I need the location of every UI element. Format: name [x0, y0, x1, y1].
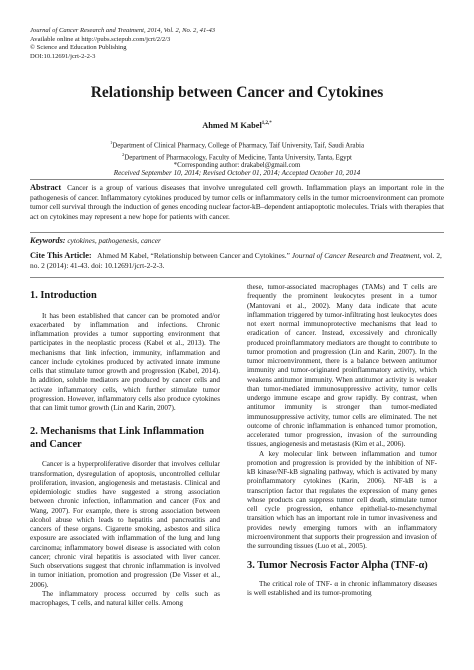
- doi-line: DOI:10.12691/jcrt-2-2-3: [30, 52, 96, 60]
- cite-authors-title: Ahmed M Kabel, “Relationship between Cancer and Cytokines.”: [97, 251, 290, 260]
- right-paragraph-2: A key molecular link between inflammation and tumor promotion and progression is provided by the inhibition of NF-kB kinase/NF-kB signaling pathway, which is activated by many proinflammatory cytokines (Karin, 2006). NF-kB is a transcription factor that regulates the expression of many genes whose products can suppress tumor cell death, stimulate tumor cell cycle progression, enhance epithelial-to-mesenchymal transition which has an important role in tumor invasiveness and provides newly emerging tumors with an inflammatory microenvironment that supports their progression and invasion of the surrounding tissues (Luo et al., 2005).: [247, 449, 437, 550]
- section-1-paragraph: It has been established that cancer can be promoted and/or exacerbated by inflammation and infections. Chronic inflammation provides a tumor supporting environment that participates in the neoplastic process (Kabel et al., 2013). The mechanisms that link infection, immunity, inflammation and cancer include cytokines produced by activated innate immune cells that stimulate tumor growth and progression (Kabel, 2014). In addition, soluble mediators are produced by cancer cells and activate inflammatory cells, which further stimulate tumor progression. However, inflammatory cells also produce cytokines that can limit tumor growth (Lin and Karin, 2007).: [30, 311, 220, 412]
- online-availability-line: Available online at http://pubs.sciepub.com/jcrt/2/2/3: [30, 35, 171, 43]
- left-column: [30, 283, 220, 608]
- abstract-label: Abstract: [30, 183, 62, 192]
- affiliation-2: $^2$Department of Pharmacology, Faculty of Medicine, Tanta University, Tanta, Egypt: [122, 151, 352, 161]
- corresponding-author: *Corresponding author: drakabel@gmail.com: [173, 162, 301, 170]
- cite-details: , vol. 2, no. 2 (2014): 41-43. doi: 10.12691/jcrt-2-2-3.: [30, 251, 442, 270]
- keywords-block: [30, 236, 444, 245]
- section-1-heading: 1. Introduction: [30, 290, 97, 301]
- article-title: Relationship between Cancer and Cytokines: [90, 84, 384, 101]
- journal-citation-line: Journal of Cancer Research and Treatment, 2014, Vol. 2, No. 2, 41-43: [30, 27, 216, 34]
- cite-block: [30, 251, 444, 270]
- divider-top: [30, 179, 444, 180]
- author-superscript: 1,2,*: [261, 121, 272, 127]
- section-3-heading: 3. Tumor Necrosis Factor Alpha (TNF-α): [247, 560, 428, 572]
- affiliation-1: $^1$Department of Clinical Pharmacy, College of Pharmacy, Taif University, Taif, Saudi Arabia: [110, 140, 364, 150]
- author-line: [0, 121, 474, 130]
- publisher-line: © Science and Education Publishing: [30, 44, 127, 52]
- section-2-heading: 2. Mechanisms that Link Inflammation and Cancer: [30, 426, 205, 450]
- section-2-paragraph-2: The inflammatory process occurred by cells such as macrophages, T cells, and natural killer cells. Among: [30, 589, 220, 607]
- abstract-block: [30, 183, 444, 221]
- keywords-text: cytokines, pathogenesis, cancer: [67, 236, 161, 245]
- journal-header: [30, 27, 215, 61]
- divider-bottom: [30, 277, 444, 278]
- affiliations: [0, 139, 474, 170]
- right-column: [247, 283, 437, 598]
- cite-journal: Journal of Cancer Research and Treatment: [291, 251, 420, 260]
- cite-label: Cite This Article:: [30, 251, 92, 260]
- right-paragraph-1: these, tumor-associated macrophages (TAMs) and T cells are frequently the prominent leukocytes present in a tumor (Mantovani et al., 2002). Many data indicate that acute inflammation triggered by tumor-infiltrating host leukocytes does not exert normal immunoprotective mechanisms that lead to eradication of cancer. Instead, excessively and chronically produced proinflammatory mediators are thought to contribute to tumor promotion and progression (Lin and Karin, 2007). In the tumor microenvironment, there is a balance between antitumor immunity and tumor-originated proinflammatory activity, which weakens antitumor immunity. When antitumor activity is weaker than tumor-mediated immunosuppressive activity, tumor cells undergo immune escape and grow rapidly. By contrast, when antitumor immunity is stronger than tumor-mediated immunosuppressive activity, tumor cells are eliminated. The net outcome of chronic inflammation is enhanced tumor promotion, accelerated tumor progression, invasion of the surrounding tissues, angiogenesis and metastasis (Kim et al., 2006).: [247, 283, 437, 449]
- abstract-text: Cancer is a group of various diseases that involve unregulated cell growth. Inflammation plays an important role in the pathogenesis of cancer. Inflammatory cytokines produced by tumor cells or inflammatory cells in the tumor microenvironment can promote tumor cell survival through the induction of genes encoding nuclear factor-kB–dependent antiapoptotic molecules. Trials with therapies that act on cytokines may represent a new hope for patients with cancer.: [30, 183, 444, 221]
- section-3-paragraph: The critical role of TNF- α in chronic inflammatory diseases is well established and its tumor-promoting: [247, 579, 437, 597]
- received-dates: Received September 10, 2014; Revised October 01, 2014; Accepted October 10, 2014: [113, 169, 361, 177]
- keywords-label: Keywords:: [30, 236, 66, 245]
- author-name: Ahmed M Kabel: [202, 121, 262, 130]
- divider-abstract: [30, 232, 444, 233]
- section-2-paragraph-1: Cancer is a hyperproliferative disorder that involves cellular transformation, dysregulation of apoptosis, uncontrolled cellular proliferation, invasion, angiogenesis and metastasis. Clinical and epidemiologic studies have suggested a strong association between chronic infection, inflammation and cancer (Fox and Wang, 2007). For example, there is strong association between alcohol abuse which leads to hepatitis and pancreatitis and cancers of these organs. Cigarette smoking, asbestos and silica exposure are associated with inflammation of the lung and lung carcinoma; inflammatory bowel disease is associated with colon cancer; chronic viral hepatitis is associated with liver cancer. Such observations suggest that chronic inflammation is involved in tumor initiation, promotion and progression (De Visser et al., 2006).: [30, 460, 220, 589]
